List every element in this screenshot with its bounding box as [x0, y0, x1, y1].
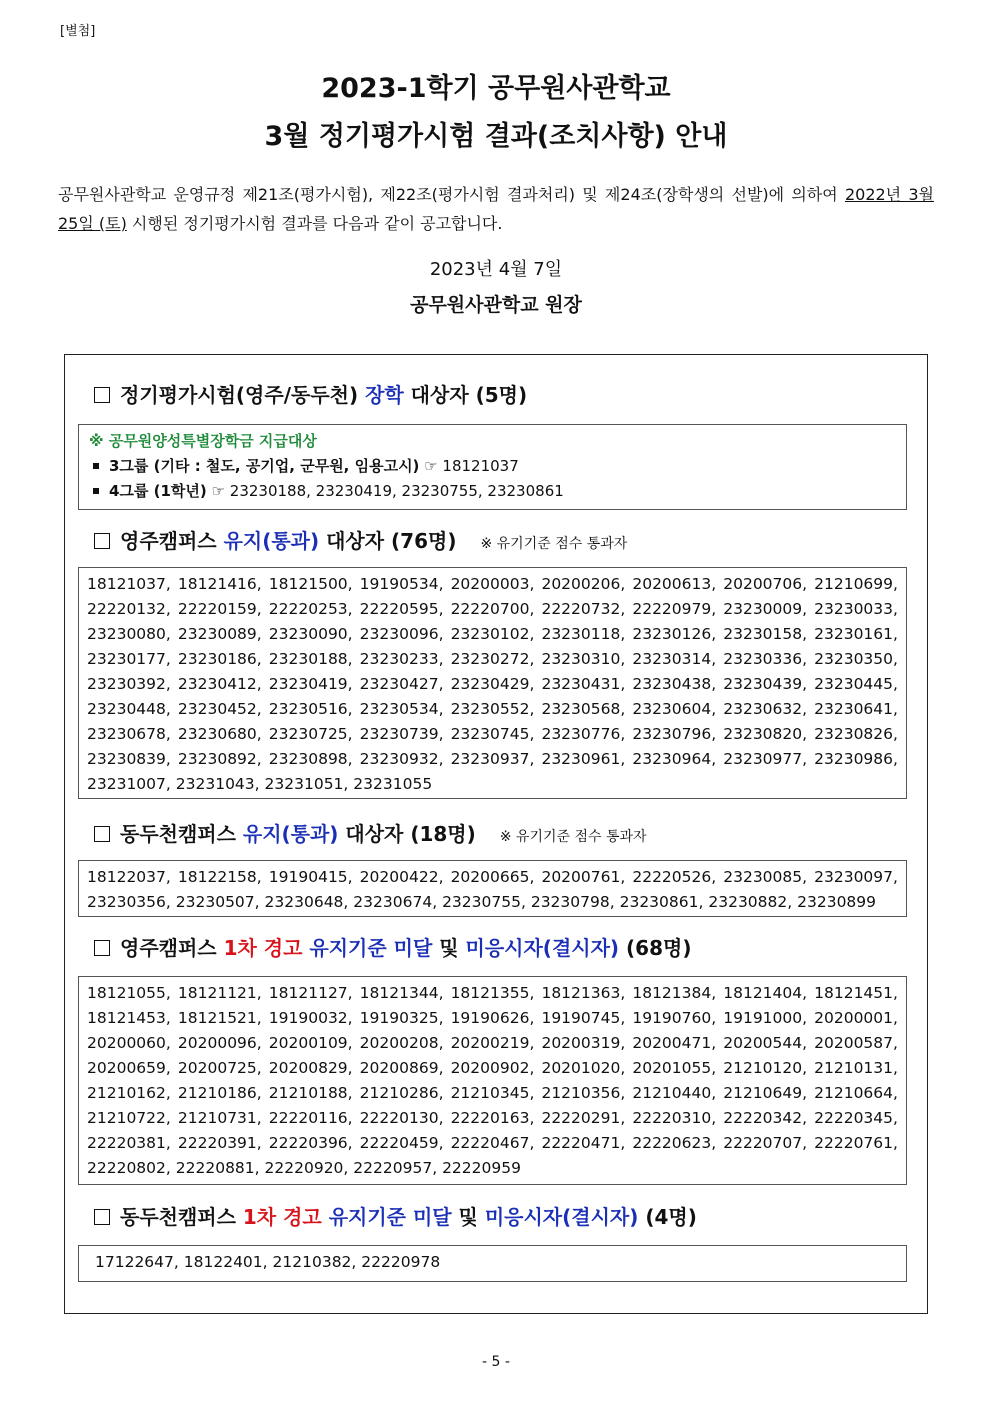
- student-id: 22220159,: [177, 600, 262, 618]
- student-id: 22220467,: [450, 1134, 535, 1152]
- student-id: 23230798,: [530, 893, 615, 911]
- student-id: 21210162,: [87, 1084, 171, 1102]
- heading-suffix: (4명): [638, 1205, 697, 1229]
- student-id: 20200060,: [87, 1034, 171, 1052]
- student-id: 23230796,: [632, 725, 717, 743]
- heading-suffix: 대상자 (76명): [319, 529, 457, 553]
- student-id: 22220707,: [723, 1134, 808, 1152]
- student-id: 20200319,: [541, 1034, 626, 1052]
- student-id: 21210120,: [723, 1059, 808, 1077]
- heading-highlight: 유지(통과): [242, 822, 339, 846]
- student-id: 20200208,: [359, 1034, 444, 1052]
- heading-prefix: 영주캠퍼스: [120, 936, 224, 960]
- student-id: 20200706,: [723, 575, 808, 593]
- student-id: 20200725,: [177, 1059, 262, 1077]
- student-id: 22220310,: [632, 1109, 717, 1127]
- id-list-dongducheon-warning: [78, 1245, 907, 1282]
- student-id: 20200096,: [177, 1034, 262, 1052]
- student-id: 18121404,: [723, 984, 808, 1002]
- student-id: 23230961,: [541, 750, 626, 768]
- checkbox-square-icon: [94, 387, 110, 403]
- heading-highlight-2: 미응시자(결시자): [465, 936, 620, 960]
- student-id: 23230009,: [723, 600, 808, 618]
- student-id: 22220132,: [87, 600, 171, 618]
- section-heading-dongducheon-warning: [94, 1201, 697, 1230]
- student-id: 22220623,: [632, 1134, 717, 1152]
- student-id: 20200001,: [814, 1009, 898, 1027]
- heading-highlight-1: 유지기준 미달: [309, 936, 433, 960]
- student-id: 18121355,: [450, 984, 535, 1002]
- scholarship-line-2-label: 4그룹 (1학년): [109, 482, 207, 500]
- student-id: 20200471,: [632, 1034, 717, 1052]
- page-subtitle: 3월 정기평가시험 결과(조치사항) 안내: [264, 121, 728, 152]
- student-id: 20200869,: [359, 1059, 444, 1077]
- student-id: 23230745,: [450, 725, 535, 743]
- student-id: 22220700,: [450, 600, 535, 618]
- student-id: 23231051,: [264, 775, 349, 793]
- student-id: 23230102,: [450, 625, 535, 643]
- student-id: 23230648,: [264, 893, 349, 911]
- student-id: 23230126,: [632, 625, 717, 643]
- student-id: 23230272,: [450, 650, 535, 668]
- student-id: 21210722,: [87, 1109, 171, 1127]
- student-id: 23230429,: [450, 675, 535, 693]
- student-id: 23230882,: [708, 893, 793, 911]
- student-id: 21210649,: [723, 1084, 808, 1102]
- student-id: 22220732,: [541, 600, 626, 618]
- checkbox-square-icon: [94, 1209, 110, 1225]
- student-id: 22220471,: [541, 1134, 626, 1152]
- student-id: 21210699,: [814, 575, 898, 593]
- student-id: 20200613,: [632, 575, 717, 593]
- intro-exam-date: 2022년 3월 25일 (토): [58, 185, 934, 233]
- scholarship-line-1: [89, 454, 896, 479]
- heading-suffix: 대상자 (5명): [403, 383, 528, 407]
- student-id: 18121521,: [177, 1009, 262, 1027]
- heading-warning: 1차 경고: [223, 936, 303, 960]
- student-id: 22220291,: [541, 1109, 626, 1127]
- heading-prefix: 동두천캠퍼스: [120, 1205, 243, 1229]
- bullet-icon: [93, 488, 99, 494]
- student-id: 23230937,: [450, 750, 535, 768]
- student-id: 23230080,: [87, 625, 171, 643]
- id-list-yeongju-pass: [78, 567, 907, 799]
- student-id: 18121500,: [268, 575, 353, 593]
- student-id: 23230861,: [619, 893, 704, 911]
- scholarship-line-2: [89, 479, 896, 504]
- student-id: 20201055,: [632, 1059, 717, 1077]
- student-id: 23230507,: [175, 893, 260, 911]
- student-id: 23230678,: [87, 725, 171, 743]
- student-id: 23230177,: [87, 650, 171, 668]
- student-id: 23230932,: [359, 750, 444, 768]
- student-id: 23230431,: [541, 675, 626, 693]
- id-list-dongducheon-pass: [78, 860, 907, 917]
- student-id: 22220163,: [450, 1109, 535, 1127]
- id-list-yeongju-warning: [78, 976, 907, 1185]
- section-heading-dongducheon-pass: [94, 818, 647, 847]
- student-id: 23230085,: [723, 868, 808, 886]
- student-id: 23230419,: [268, 675, 353, 693]
- student-id: 18121344,: [359, 984, 444, 1002]
- heading-highlight-1: 유지기준 미달: [328, 1205, 452, 1229]
- student-id: 18121416,: [177, 575, 262, 593]
- section-heading-yeongju-warning: [94, 932, 691, 961]
- heading-warning: 1차 경고: [242, 1205, 322, 1229]
- student-id: 23230033,: [814, 600, 898, 618]
- student-id: 23230314,: [632, 650, 717, 668]
- student-id: 22220116,: [268, 1109, 353, 1127]
- student-id: 23230839,: [87, 750, 171, 768]
- student-id: 20200003,: [450, 575, 535, 593]
- heading-prefix: 동두천캠퍼스: [120, 822, 243, 846]
- student-id: 23230350,: [814, 650, 898, 668]
- student-id: 19190626,: [450, 1009, 535, 1027]
- student-id: 22220957,: [353, 1159, 438, 1177]
- student-id: 17122647,: [95, 1253, 179, 1271]
- student-id: 22220959: [442, 1159, 521, 1177]
- student-id: 23230438,: [632, 675, 717, 693]
- checkbox-square-icon: [94, 826, 110, 842]
- student-id: 23230097,: [814, 868, 898, 886]
- student-id: 23230448,: [87, 700, 171, 718]
- student-id: 23230096,: [359, 625, 444, 643]
- student-id: 22220391,: [177, 1134, 262, 1152]
- student-id: 20200109,: [268, 1034, 353, 1052]
- student-id: 18121055,: [87, 984, 171, 1002]
- student-id: 23230755,: [442, 893, 526, 911]
- student-id: 23230161,: [814, 625, 898, 643]
- student-id: 22220761,: [814, 1134, 898, 1152]
- heading-conjunction: 및: [451, 1205, 485, 1229]
- student-id: 21210345,: [450, 1084, 535, 1102]
- student-id: 23230552,: [450, 700, 535, 718]
- intro-text-1: 공무원사관학교 운영규정 제21조(평가시험), 제22조(평가시험 결과처리) 및 제24조(장학생의 선발)에 의하여: [58, 185, 845, 204]
- student-id: 21210356,: [541, 1084, 626, 1102]
- student-id: 23230641,: [814, 700, 898, 718]
- heading-note: ※ 유기기준 점수 통과자: [499, 829, 647, 845]
- student-id: 23230188,: [268, 650, 353, 668]
- signer: 공무원사관학교 원장: [410, 294, 582, 316]
- student-id: 23230186,: [177, 650, 262, 668]
- scholarship-line-2-value: ☞ 23230188, 23230419, 23230755, 23230861: [211, 482, 564, 500]
- student-id: 23230680,: [177, 725, 262, 743]
- student-id: 23230604,: [632, 700, 717, 718]
- student-id: 22220345,: [814, 1109, 898, 1127]
- student-id: 23230739,: [359, 725, 444, 743]
- student-id: 23230427,: [359, 675, 444, 693]
- student-id: 18122158,: [177, 868, 262, 886]
- student-id: 18121384,: [632, 984, 717, 1002]
- student-id: 23230674,: [353, 893, 438, 911]
- notice-date: 2023년 4월 7일: [429, 259, 563, 280]
- heading-suffix: 대상자 (18명): [338, 822, 476, 846]
- student-id: 23230336,: [723, 650, 808, 668]
- student-id: 20200665,: [450, 868, 535, 886]
- student-id: 18121451,: [814, 984, 898, 1002]
- student-id: 23230534,: [359, 700, 444, 718]
- student-id: 22220253,: [268, 600, 353, 618]
- student-id: 22220381,: [87, 1134, 171, 1152]
- student-id: 22220881,: [175, 1159, 260, 1177]
- student-id: 18121363,: [541, 984, 626, 1002]
- student-id: 22220920,: [264, 1159, 349, 1177]
- student-id: 23230452,: [177, 700, 262, 718]
- section-heading-scholarship: [94, 379, 527, 408]
- student-id: 23230516,: [268, 700, 353, 718]
- student-id: 23230776,: [541, 725, 626, 743]
- student-id: 23230977,: [723, 750, 808, 768]
- student-id: 22220459,: [359, 1134, 444, 1152]
- student-id: 21210188,: [268, 1084, 353, 1102]
- student-id: 23230439,: [723, 675, 808, 693]
- student-id: 23230445,: [814, 675, 898, 693]
- student-id: 18122401,: [183, 1253, 268, 1271]
- heading-highlight-2: 미응시자(결시자): [484, 1205, 639, 1229]
- student-id: 20200206,: [541, 575, 626, 593]
- page-number: - 5 -: [482, 1354, 510, 1370]
- student-id: 18121127,: [268, 984, 353, 1002]
- student-id: 18121453,: [87, 1009, 171, 1027]
- student-id: 23230898,: [268, 750, 353, 768]
- intro-text-2: 시행된 정기평가시험 결과를 다음과 같이 공고합니다.: [126, 214, 503, 233]
- student-id: 23230310,: [541, 650, 626, 668]
- student-id: 21210731,: [177, 1109, 262, 1127]
- student-id: 19190032,: [268, 1009, 353, 1027]
- student-id: 23230118,: [541, 625, 626, 643]
- student-id: 23230568,: [541, 700, 626, 718]
- student-id: 23230412,: [177, 675, 262, 693]
- heading-highlight: 장학: [365, 383, 404, 407]
- student-id: 23231007,: [87, 775, 171, 793]
- heading-prefix: 영주캠퍼스: [120, 529, 224, 553]
- student-id: 19190415,: [268, 868, 353, 886]
- student-id: 23230632,: [723, 700, 808, 718]
- scholarship-line-1-label: 3그룹 (기타 : 철도, 공기업, 군무원, 임용고시): [109, 457, 420, 475]
- scholarship-panel: [78, 424, 907, 510]
- attachment-label: [별첨]: [60, 24, 96, 39]
- student-id: 21210382,: [272, 1253, 357, 1271]
- student-id: 21210186,: [177, 1084, 262, 1102]
- student-id: 21210286,: [359, 1084, 444, 1102]
- student-id: 21210131,: [814, 1059, 898, 1077]
- scholarship-line-1-value: ☞ 18121037: [424, 457, 519, 475]
- student-id: 23230356,: [87, 893, 171, 911]
- checkbox-square-icon: [94, 533, 110, 549]
- student-id: 20200829,: [268, 1059, 353, 1077]
- heading-conjunction: 및: [432, 936, 466, 960]
- bullet-icon: [93, 463, 99, 469]
- heading-prefix: 정기평가시험(영주/동두천): [120, 383, 366, 407]
- student-id: 21210440,: [632, 1084, 717, 1102]
- student-id: 23230725,: [268, 725, 353, 743]
- student-id: 20200219,: [450, 1034, 535, 1052]
- student-id: 22220342,: [723, 1109, 808, 1127]
- student-id: 20200902,: [450, 1059, 535, 1077]
- student-id: 22220802,: [87, 1159, 171, 1177]
- student-id: 22220595,: [359, 600, 444, 618]
- student-id: 20200587,: [814, 1034, 898, 1052]
- student-id: 20200422,: [359, 868, 444, 886]
- student-id: 18121121,: [177, 984, 262, 1002]
- student-id: 23230090,: [268, 625, 353, 643]
- student-id: 23230826,: [814, 725, 898, 743]
- student-id: 21210664,: [814, 1084, 898, 1102]
- student-id: 23230899: [797, 893, 877, 911]
- student-id: 20200659,: [87, 1059, 171, 1077]
- heading-note: ※ 유기기준 점수 통과자: [480, 536, 628, 552]
- student-id: 18122037,: [87, 868, 171, 886]
- student-id: 19190325,: [359, 1009, 444, 1027]
- student-id: 23230089,: [177, 625, 262, 643]
- student-id: 23230158,: [723, 625, 808, 643]
- page-title: 2023-1학기 공무원사관학교: [321, 73, 671, 104]
- student-id: 23230892,: [177, 750, 262, 768]
- student-id: 20200544,: [723, 1034, 808, 1052]
- heading-highlight: 유지(통과): [223, 529, 320, 553]
- student-id: 19190745,: [541, 1009, 626, 1027]
- student-id: 23231043,: [175, 775, 260, 793]
- intro-paragraph: [58, 180, 934, 238]
- scholarship-head: ※ 공무원양성특별장학금 지급대상: [89, 432, 317, 450]
- student-id: 23230964,: [632, 750, 717, 768]
- student-id: 23231055: [353, 775, 433, 793]
- student-id: 23230233,: [359, 650, 444, 668]
- student-id: 23230392,: [87, 675, 171, 693]
- student-id: 20201020,: [541, 1059, 626, 1077]
- student-id: 19190534,: [359, 575, 444, 593]
- heading-suffix: (68명): [619, 936, 692, 960]
- checkbox-square-icon: [94, 940, 110, 956]
- student-id: 22220979,: [632, 600, 717, 618]
- student-id: 23230820,: [723, 725, 808, 743]
- student-id: 19190760,: [632, 1009, 717, 1027]
- student-id: 19191000,: [723, 1009, 808, 1027]
- student-id: 20200761,: [541, 868, 626, 886]
- student-id: 22220526,: [632, 868, 717, 886]
- student-id: 22220396,: [268, 1134, 353, 1152]
- student-id: 23230986,: [814, 750, 898, 768]
- section-heading-yeongju-pass: [94, 525, 627, 554]
- student-id: 22220130,: [359, 1109, 444, 1127]
- student-id: 22220978: [361, 1253, 441, 1271]
- student-id: 18121037,: [87, 575, 171, 593]
